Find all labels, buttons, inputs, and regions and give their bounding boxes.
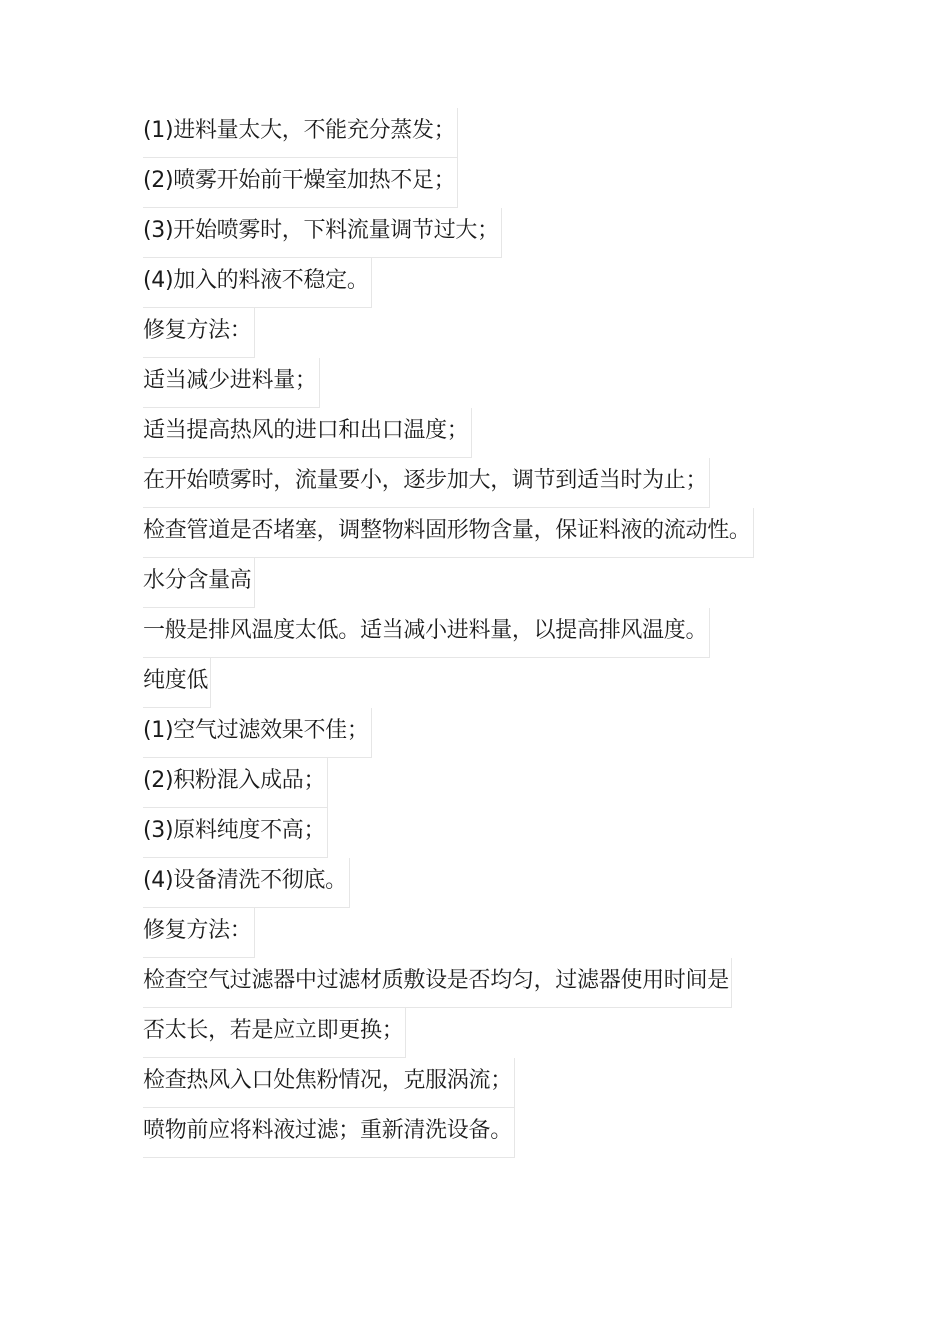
purity-repair-step-1a: 检查空气过滤器中过滤材质敷设是否均匀，过滤器使用时间是 [143,958,732,1008]
repair-step-3: 在开始喷雾时，流量要小，逐步加大，调节到适当时为止； [143,458,710,508]
purity-repair-step-3: 喷物前应将料液过滤；重新清洗设备。 [143,1108,515,1158]
document-body [143,108,823,1158]
cause-line-2: (2)喷雾开始前干燥室加热不足； [143,158,458,208]
purity-cause-line-2: (2)积粉混入成品； [143,758,328,808]
purity-repair-step-1b: 否太长，若是应立即更换； [143,1008,406,1058]
repair-step-2: 适当提高热风的进口和出口温度； [143,408,472,458]
cause-line-3: (3)开始喷雾时，下料流量调节过大； [143,208,502,258]
section-heading-moisture: 水分含量高 [143,558,255,608]
purity-cause-line-1: (1)空气过滤效果不佳； [143,708,372,758]
cause-line-4: (4)加入的料液不稳定。 [143,258,372,308]
moisture-description: 一般是排风温度太低。适当减小进料量，以提高排风温度。 [143,608,710,658]
cause-line-1: (1)进料量太大，不能充分蒸发； [143,108,458,158]
repair-method-heading: 修复方法： [143,308,255,358]
repair-method-heading-2: 修复方法： [143,908,255,958]
purity-cause-line-4: (4)设备清洗不彻底。 [143,858,350,908]
purity-cause-line-3: (3)原料纯度不高； [143,808,328,858]
repair-step-1: 适当减少进料量； [143,358,320,408]
purity-repair-step-2: 检查热风入口处焦粉情况，克服涡流； [143,1058,515,1108]
section-heading-purity: 纯度低 [143,658,211,708]
repair-step-4: 检查管道是否堵塞，调整物料固形物含量，保证料液的流动性。 [143,508,754,558]
